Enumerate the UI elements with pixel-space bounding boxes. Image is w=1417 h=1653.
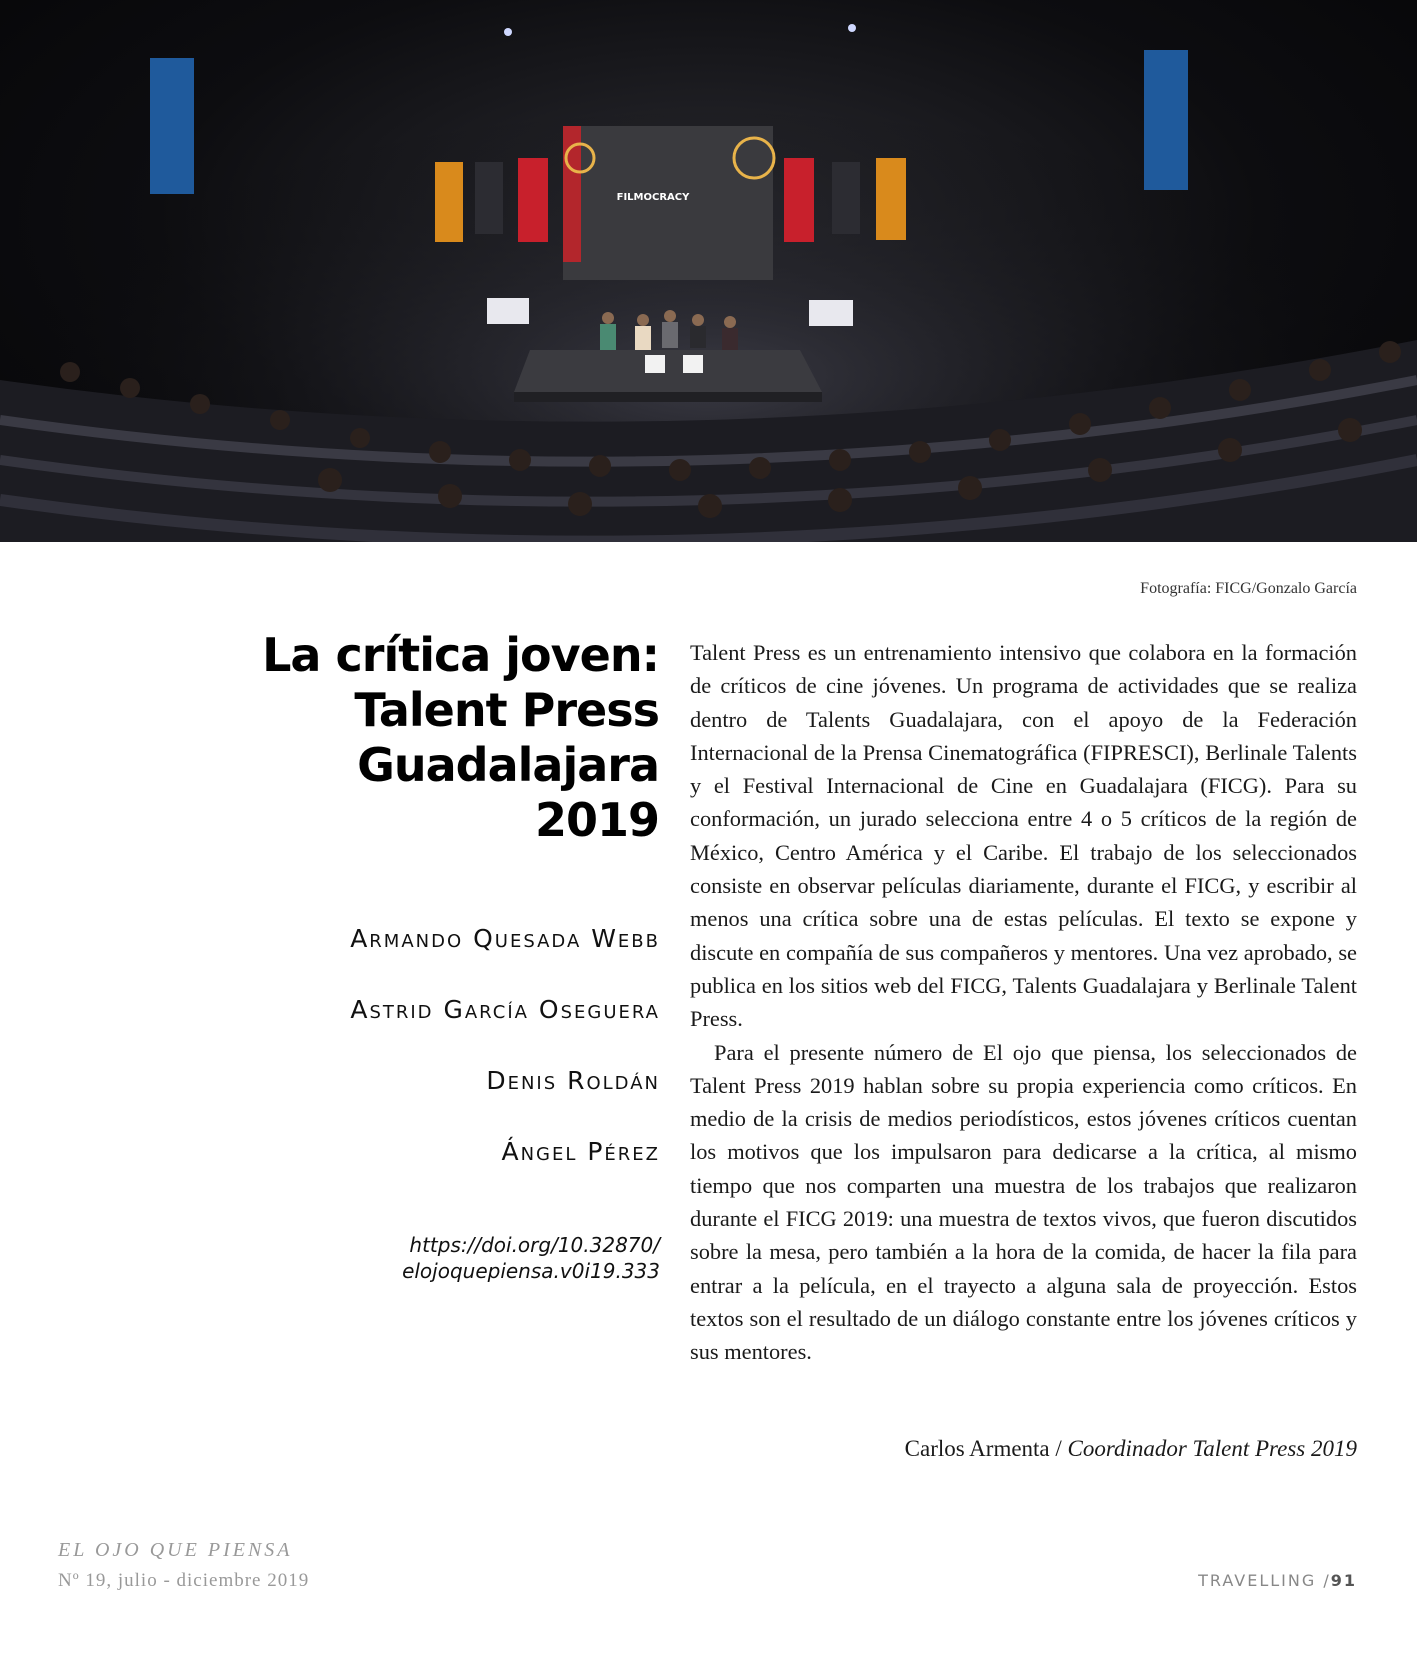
page-number: 91 <box>1330 1571 1357 1590</box>
screen-text: FILMOCRACY <box>616 192 690 203</box>
author-name: Ángel Pérez <box>501 1137 660 1166</box>
body-paragraph: Para el presente número de El ojo que piensa, los seleccionados de Talent Press 2019 hablan sobre su propia experiencia como críticos. En medio de la crisis de medios periodísticos, estos jóvenes críticos cuentan los motivos que los impulsaron para dedicarse a la crítica, al mismo tiempo que nos comparten una muestra de los trabajos que realizaron durante el FICG 2019: una muestra de textos vivos, que fueron discutidos sobre la mesa, pero también a la hora de la comida, de hacer la fila para entrar a la película, en el trayecto a alguna sala de proyección. Estos textos son el resultado de un diálogo constante entre los jóvenes críticos y sus mentores. <box>690 1039 1357 1365</box>
section-name: TRAVELLING / <box>1198 1571 1331 1590</box>
article-title <box>239 628 659 848</box>
title-line: 2019 <box>534 793 659 847</box>
header-photo <box>0 0 1417 542</box>
photo-credit: Fotografía: FICG/Gonzalo García <box>1140 580 1357 597</box>
issue-info: Nº 19, julio - diciembre 2019 <box>58 1570 310 1591</box>
auditorium-illustration <box>0 0 1417 542</box>
journal-name: EL OJO QUE PIENSA <box>58 1539 293 1561</box>
author-list <box>240 924 660 1208</box>
doi-line[interactable]: https://doi.org/10.32870/ <box>409 1233 660 1257</box>
signature-role: Coordinador Talent Press 2019 <box>1067 1436 1357 1461</box>
projection-screen <box>563 126 773 280</box>
signature-name: Carlos Armenta / <box>904 1436 1062 1461</box>
author-name: Armando Quesada Webb <box>350 924 660 953</box>
title-line: Talent Press <box>354 683 659 737</box>
article-body <box>690 636 1357 1369</box>
section-page <box>1198 1571 1357 1590</box>
signature <box>905 1436 1357 1462</box>
title-line: La crítica joven: <box>262 628 659 682</box>
author-name: Denis Roldán <box>486 1066 660 1095</box>
title-line: Guadalajara <box>357 738 659 792</box>
body-paragraph: Talent Press es un entrenamiento intensivo que colabora en la formación de críticos de cine jóvenes. Un programa de actividades que se realiza dentro de Talents Guadalajara, con el apoyo de la Federación Internacional de la Prensa Cinematográfica (FIPRESCI), Berlinale Talents y el Festival Internacional de Cine en Guadalajara (FICG). Para su conformación, un jurado selecciona entre 4 o 5 críticos de la región de México, Centro América y el Caribe. El trabajo de los seleccionados consiste en observar películas diariamente, durante el FICG, y escribir al menos una crítica sobre una de estas películas. El texto se expone y discute en compañía de sus compañeros y mentores. Una vez aprobado, se publica en los sitios web del FICG, Talents Guadalajara y Berlinale Talent Press. <box>690 640 1357 1032</box>
doi-line[interactable]: elojoquepiensa.v0i19.333 <box>402 1259 660 1283</box>
author-name: Astrid García Oseguera <box>350 995 660 1024</box>
doi-link[interactable] <box>260 1232 660 1284</box>
